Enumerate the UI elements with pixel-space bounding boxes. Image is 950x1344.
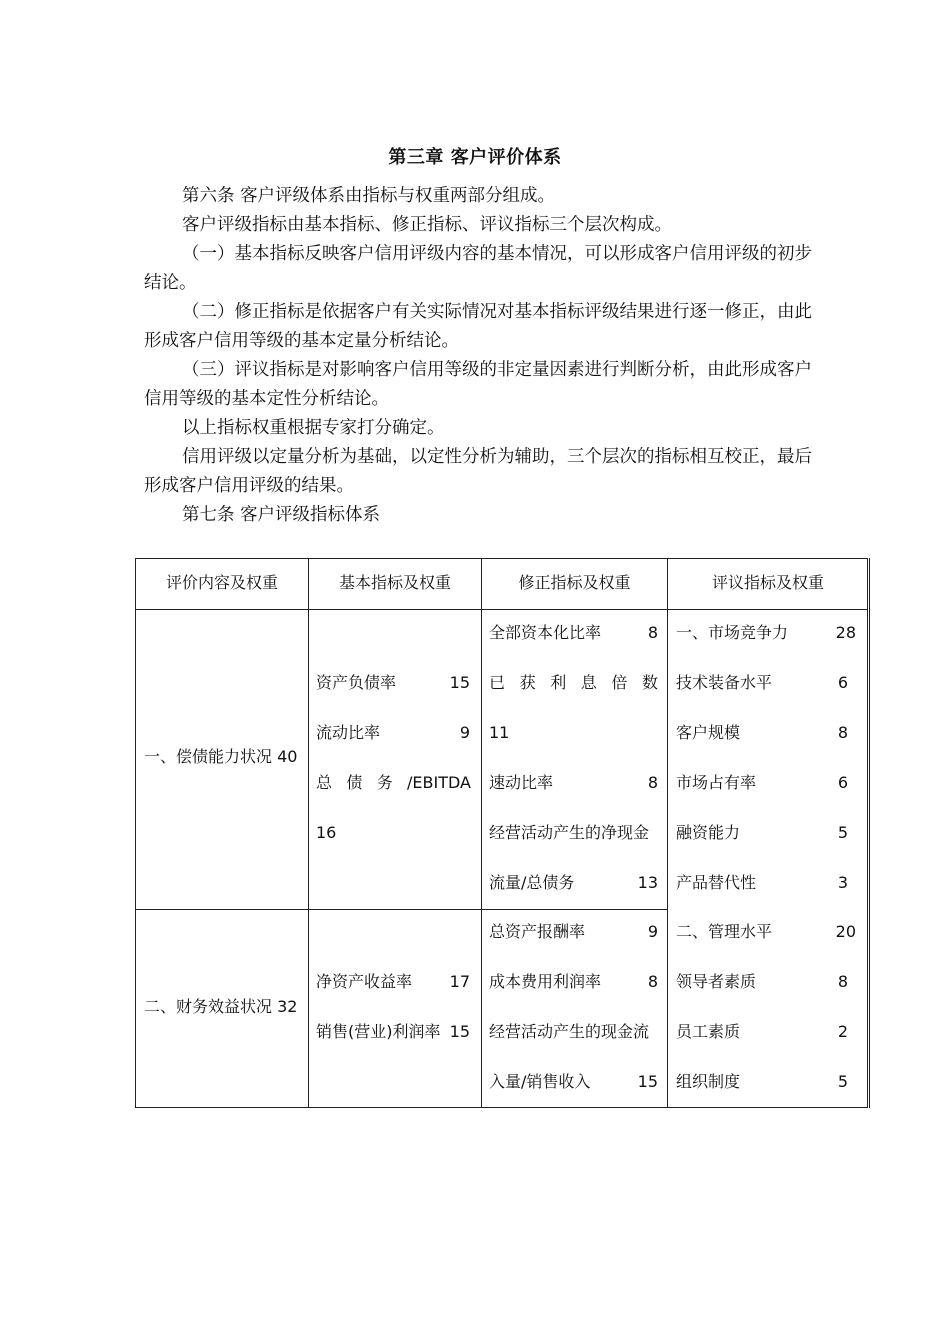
header-basic: 基本指标及权重	[338, 573, 451, 592]
modifier-weight: 8	[647, 773, 658, 792]
credit-rating-paragraph: 信用评级以定量分析为基础，以定性分析为辅助，三个层次的指标相互校正，最后形成客户信用评级的结果。	[144, 447, 812, 496]
header-modifier: 修正指标及权重	[518, 573, 631, 592]
modifier-wrap-line2: 11	[489, 723, 510, 742]
modifier-weight: 13	[637, 873, 658, 892]
review-row	[676, 873, 848, 893]
review-row	[676, 773, 848, 793]
modifier-row	[489, 1072, 658, 1092]
review-name: 领导者素质	[676, 972, 757, 991]
review-weight: 2	[837, 1022, 848, 1041]
column-divider	[308, 559, 309, 1107]
review-name: 产品替代性	[676, 873, 757, 892]
column-divider	[667, 559, 668, 1107]
modifier-row	[489, 623, 658, 643]
modifier-wrap-line1: 经营活动产生的现金流	[489, 1022, 650, 1041]
chapter-title: 第三章 客户评价体系	[388, 147, 562, 168]
modifier-indicator-paragraph: （二）修正指标是依据客户有关实际情况对基本指标评级结果进行逐一修正，由此形成客户信用等级的基本定量分析结论。	[144, 302, 812, 351]
modifier-name: 流量/总债务	[489, 873, 575, 892]
header-review: 评议指标及权重	[711, 573, 824, 592]
basic-name: 资产负债率	[316, 673, 397, 692]
modifier-weight: 8	[647, 623, 658, 642]
review-weight: 28	[835, 623, 856, 642]
header-divider	[136, 609, 867, 610]
basic-row	[316, 1022, 470, 1042]
review-row	[676, 922, 856, 942]
review-name: 一、市场竞争力	[676, 623, 789, 642]
article-7-paragraph: 第七条 客户评级指标体系	[182, 505, 381, 525]
review-weight: 5	[837, 1072, 848, 1091]
modifier-name: 成本费用利润率	[489, 972, 602, 991]
review-weight: 6	[837, 673, 848, 692]
table-outer-edge	[869, 558, 870, 1108]
basic-name: 销售(营业)利润率	[316, 1022, 441, 1041]
review-row	[676, 823, 848, 843]
modifier-name: 总资产报酬率	[489, 922, 586, 941]
review-weight: 8	[837, 723, 848, 742]
basic-weight: 9	[459, 723, 470, 742]
basic-row	[316, 673, 470, 693]
modifier-wrap-part: 利	[550, 673, 567, 692]
review-row	[676, 623, 856, 643]
basic-weight: 17	[449, 972, 470, 991]
review-row	[676, 972, 848, 992]
review-weight: 20	[835, 922, 856, 941]
review-weight: 8	[837, 972, 848, 991]
modifier-wrap-part: 数	[641, 673, 658, 692]
review-row	[676, 723, 848, 743]
review-name: 二、管理水平	[676, 922, 773, 941]
basic-wrap-line1	[316, 773, 471, 793]
modifier-weight: 9	[647, 922, 658, 941]
basic-indicator-paragraph: （一）基本指标反映客户信用评级内容的基本情况，可以形成客户信用评级的初步结论。	[144, 244, 812, 293]
modifier-row	[489, 773, 658, 793]
basic-weight: 15	[449, 1022, 470, 1041]
basic-row	[316, 972, 470, 992]
modifier-wrap-line1	[489, 673, 658, 693]
modifier-row	[489, 972, 658, 992]
review-name: 客户规模	[676, 723, 741, 742]
column-divider	[481, 559, 482, 1107]
modifier-name: 入量/销售收入	[489, 1072, 591, 1091]
basic-weight: 15	[449, 673, 470, 692]
modifier-name: 速动比率	[489, 773, 554, 792]
modifier-wrap-part: 获	[519, 673, 536, 692]
review-name: 组织制度	[676, 1072, 741, 1091]
modifier-weight: 15	[637, 1072, 658, 1091]
header-content: 评价内容及权重	[165, 573, 278, 592]
basic-name: 净资产收益率	[316, 972, 413, 991]
content-financial: 二、财务效益状况 32	[144, 997, 298, 1016]
basic-wrap-line2: 16	[316, 823, 337, 842]
basic-wrap-part: 债	[346, 773, 363, 792]
modifier-name: 全部资本化比率	[489, 623, 602, 642]
indicator-table	[135, 558, 868, 1108]
modifier-row	[489, 922, 658, 942]
content-solvency: 一、偿债能力状况 40	[144, 747, 298, 766]
review-name: 市场占有率	[676, 773, 757, 792]
review-weight: 6	[837, 773, 848, 792]
review-name: 员工素质	[676, 1022, 741, 1041]
weight-paragraph: 以上指标权重根据专家打分确定。	[182, 418, 445, 438]
basic-wrap-part: 总	[316, 773, 333, 792]
modifier-wrap-part: 已	[489, 673, 506, 692]
modifier-wrap-part: 倍	[611, 673, 628, 692]
review-name: 融资能力	[676, 823, 741, 842]
modifier-weight: 8	[647, 972, 658, 991]
basic-wrap-part: /EBITDA	[407, 773, 471, 792]
review-weight: 5	[837, 823, 848, 842]
review-row	[676, 673, 848, 693]
basic-row	[316, 723, 470, 743]
review-name: 技术装备水平	[676, 673, 773, 692]
modifier-row	[489, 873, 658, 893]
indicator-levels-paragraph: 客户评级指标由基本指标、修正指标、评议指标三个层次构成。	[182, 215, 672, 235]
article-6-paragraph: 第六条 客户评级体系由指标与权重两部分组成。	[182, 186, 556, 206]
group-divider	[136, 909, 668, 910]
basic-wrap-part: 务	[376, 773, 393, 792]
modifier-wrap-line1: 经营活动产生的净现金	[489, 823, 650, 842]
modifier-wrap-part: 息	[580, 673, 597, 692]
review-indicator-paragraph: （三）评议指标是对影响客户信用等级的非定量因素进行判断分析，由此形成客户信用等级的基本定性分析结论。	[144, 360, 812, 409]
review-row	[676, 1022, 848, 1042]
basic-name: 流动比率	[316, 723, 381, 742]
review-row	[676, 1072, 848, 1092]
review-weight: 3	[837, 873, 848, 892]
